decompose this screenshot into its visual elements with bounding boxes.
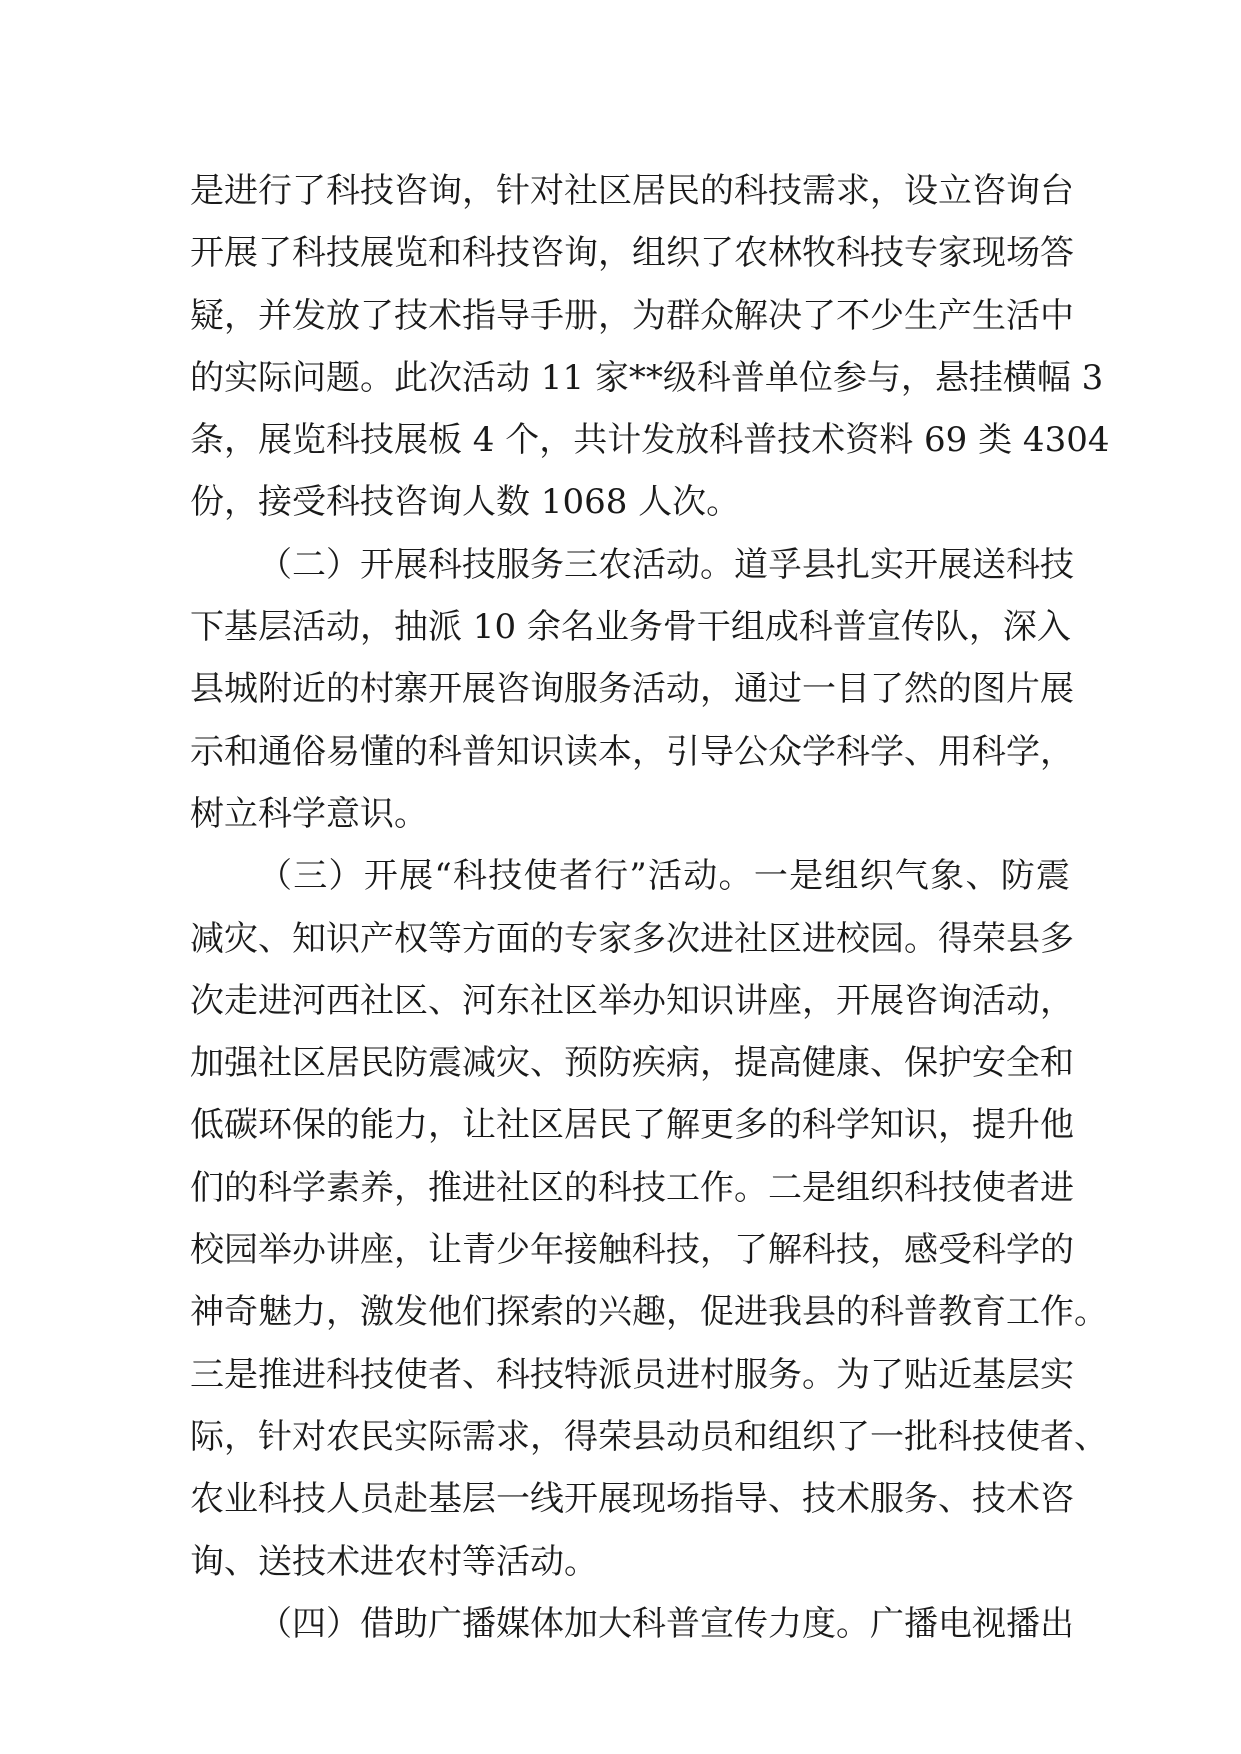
text-line: （四）借助广播媒体加大科普宣传力度。广播电视播出 bbox=[258, 1603, 1074, 1644]
text-line: 是进行了科技咨询，针对社区居民的科技需求，设立咨询台 bbox=[190, 171, 1074, 211]
text-line: 减灾、知识产权等方面的专家多次进社区进校园。得荣县多 bbox=[190, 918, 1074, 959]
text-line: 校园举办讲座，让青少年接触科技，了解科技，感受科学的 bbox=[190, 1230, 1074, 1271]
text-line: 县城附近的村寨开展咨询服务活动，通过一目了然的图片展 bbox=[190, 669, 1074, 710]
paragraph-1 bbox=[190, 160, 1110, 534]
text-line: 下基层活动，抽派 10 余名业务骨干组成科普宣传队，深入 bbox=[190, 607, 1071, 648]
text-line: 三是推进科技使者、科技特派员进村服务。为了贴近基层实 bbox=[190, 1354, 1074, 1395]
text-line: （三）开展“科技使者行”活动。一是组织气象、防震 bbox=[258, 856, 1070, 897]
text-line: 神奇魅力，激发他们探索的兴趣，促进我县的科普教育工作。 bbox=[190, 1292, 1108, 1333]
text-line: 次走进河西社区、河东社区举办知识讲座，开展咨询活动， bbox=[190, 980, 1074, 1021]
text-line: 加强社区居民防震减灾、预防疾病，提高健康、保护安全和 bbox=[190, 1043, 1074, 1084]
document-body bbox=[190, 160, 1110, 1655]
text-line: （二）开展科技服务三农活动。道孚县扎实开展送科技 bbox=[258, 544, 1074, 585]
text-line: 际，针对农民实际需求，得荣县动员和组织了一批科技使者、 bbox=[190, 1416, 1108, 1457]
text-line: 树立科学意识。 bbox=[190, 793, 428, 834]
paragraph-2 bbox=[190, 534, 1074, 845]
text-line: 询、送技术进农村等活动。 bbox=[190, 1541, 598, 1582]
text-line: 示和通俗易懂的科普知识读本，引导公众学科学、用科学， bbox=[190, 731, 1074, 772]
text-line: 开展了科技展览和科技咨询，组织了农林牧科技专家现场答 bbox=[190, 233, 1074, 274]
text-line: 疑，并发放了技术指导手册，为群众解决了不少生产生活中 bbox=[190, 295, 1074, 336]
paragraph-3 bbox=[190, 845, 1108, 1593]
text-line: 份，接受科技咨询人数 1068 人次。 bbox=[190, 482, 741, 523]
text-line: 条，展览科技展板 4 个，共计发放科普技术资料 69 类 4304 bbox=[190, 420, 1110, 461]
paragraph-4 bbox=[190, 1593, 1074, 1655]
text-line: 低碳环保的能力，让社区居民了解更多的科学知识，提升他 bbox=[190, 1105, 1074, 1146]
text-line: 们的科学素养，推进社区的科技工作。二是组织科技使者进 bbox=[190, 1167, 1074, 1208]
text-line: 农业科技人员赴基层一线开展现场指导、技术服务、技术咨 bbox=[190, 1479, 1074, 1520]
text-line: 的实际问题。此次活动 11 家**级科普单位参与，悬挂横幅 3 bbox=[190, 357, 1104, 398]
